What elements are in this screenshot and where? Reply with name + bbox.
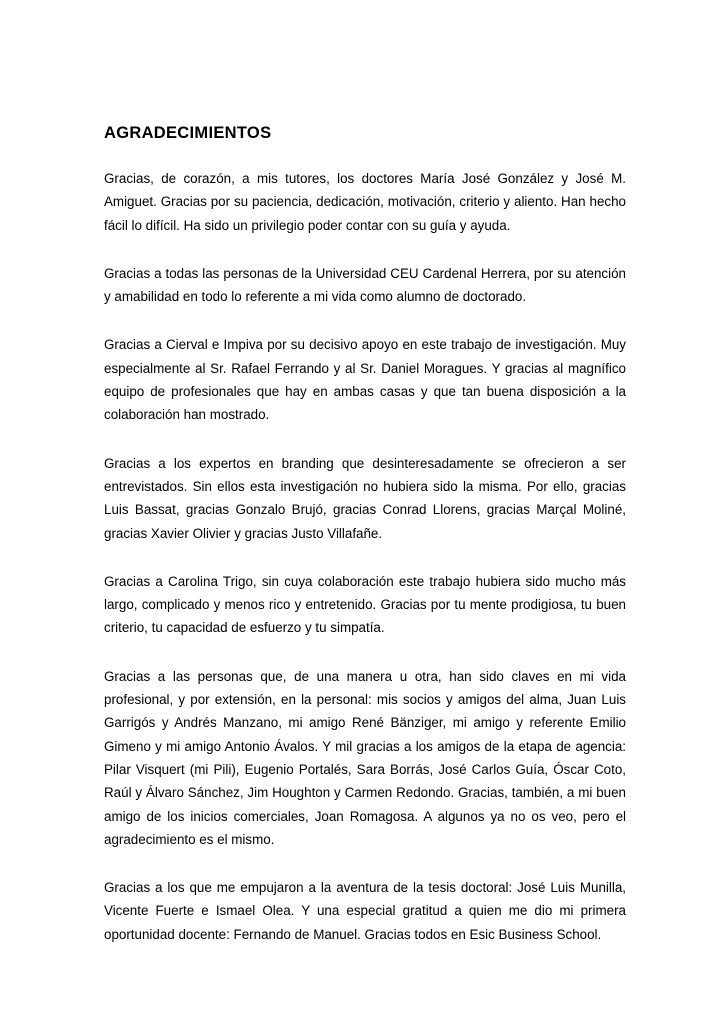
page-title: AGRADECIMIENTOS <box>104 124 272 142</box>
paragraph-doctoral-thesis: Gracias a los que me empujaron a la aventura de la tesis doctoral: José Luis Munilla, Vicente Fuerte e Ismael Olea. Y una especial gratitud a quien me dio mi primera oportunidad docente: Fernando de Manuel. Gracias todos en Esic Business School. <box>104 880 626 942</box>
paragraph-cierval-impiva: Gracias a Cierval e Impiva por su decisivo apoyo en este trabajo de investigación. Muy especialmente al Sr. Rafael Ferrando y al Sr. Daniel Moragues. Y gracias al magnífico equipo de profesionales que hay en ambas casas y que tan buena disposición a la colaboración han mostrado. <box>104 337 626 423</box>
paragraph-tutors: Gracias, de corazón, a mis tutores, los doctores María José González y José M. Amiguet. Gracias por su paciencia, dedicación, motivación, criterio y aliento. Han hecho fácil lo difícil. Ha sido un privilegio poder contar con su guía y ayuda. <box>104 171 626 233</box>
paragraph-university: Gracias a todas las personas de la Universidad CEU Cardenal Herrera, por su atención y amabilidad en todo lo referente a mi vida como alumno de doctorado. <box>104 265 626 305</box>
document-page <box>104 122 626 971</box>
paragraph-branding-experts: Gracias a los expertos en branding que desinteresadamente se ofrecieron a ser entrevistados. Sin ellos esta investigación no hubiera sido la misma. Por ello, gracias Luis Bassat, gracias Gonzalo Brujó, gracias Conrad Llorens, gracias Marçal Moliné, gracias Xavier Olivier y gracias Justo Villafañe. <box>104 455 626 541</box>
paragraph-professional-life: Gracias a las personas que, de una manera u otra, han sido claves en mi vida profesional, y por extensión, en la personal: mis socios y amigos del alma, Juan Luis Garrigós y Andrés Manzano, mi amigo René Bänziger, mi amigo y referente Emilio Gimeno y mi amigo Antonio Ávalos. Y mil gracias a los amigos de la etapa de agencia: Pilar Visquert (mi Pili), Eugenio Portalés, Sara Borrás, José Carlos Guía, Óscar Coto, Raúl y Álvaro Sánchez, Jim Houghton y Carmen Redondo. Gracias, también, a mi buen amigo de los inicios comerciales, Joan Romagosa. A algunos ya no os veo, pero el agradecimiento es el mismo. <box>104 668 626 847</box>
paragraph-carolina-trigo: Gracias a Carolina Trigo, sin cuya colaboración este trabajo hubiera sido mucho más largo, complicado y menos rico y entretenido. Gracias por tu mente prodigiosa, tu buen criterio, tu capacidad de esfuerzo y tu simpatía. <box>104 573 626 636</box>
